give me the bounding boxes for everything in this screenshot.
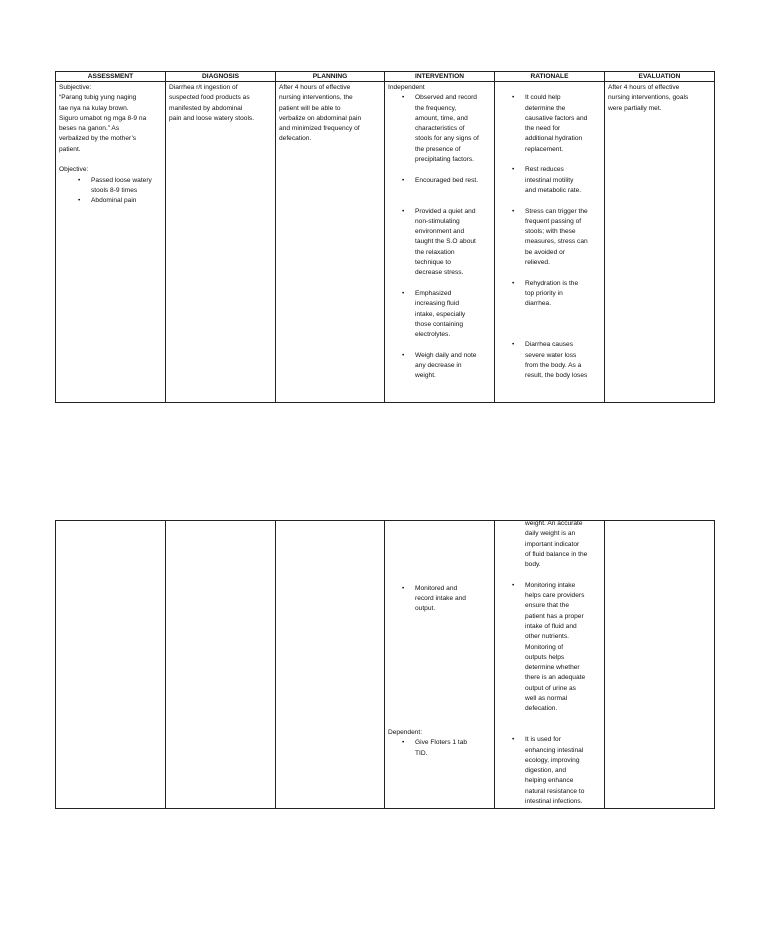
diagnosis-text: Diarrhea r/t ingestion of suspected food products as manifested by abdominal pain and loose watery stools. [169, 84, 255, 122]
rationale-item: • Rest reduces intestinal motility and metabolic rate. [525, 165, 601, 196]
rationale-item: • Monitoring intake helps care providers ensure that the patient has a proper intake of fluid and other nutrients. Monitoring of outputs helps determine whether there is an adequate output of urine as well as normal defecation. [525, 581, 601, 715]
objective-label: Objective: [59, 166, 89, 174]
independent-label: Independent [388, 84, 425, 91]
planning-cell [276, 82, 385, 403]
intervention-list [388, 93, 491, 381]
assessment-cell [56, 521, 166, 809]
intervention-cell [385, 82, 495, 403]
intervention-item: • Give Floters 1 tab TID. [415, 738, 491, 759]
planning-cell [276, 521, 385, 809]
rationale-list [498, 93, 601, 381]
rationale-continuation: weight. An accurate daily weight is an important indicator of fluid balance in the body. [525, 520, 588, 569]
objective-item: • Passed loose watery stools 8-9 times [91, 176, 162, 197]
content-row [56, 82, 715, 403]
rationale-list [498, 581, 601, 808]
objective-list [59, 176, 162, 207]
intervention-item: • Encouraged bed rest. [415, 176, 491, 186]
header-diagnosis: DIAGNOSIS [166, 72, 276, 82]
dependent-label: Dependent: [388, 728, 423, 736]
header-intervention: INTERVENTION [385, 72, 495, 82]
header-assessment: ASSESSMENT [56, 72, 166, 82]
evaluation-cell [605, 82, 715, 403]
intervention-item: • Monitored and record intake and output. [415, 584, 491, 615]
diagnosis-cell [166, 82, 276, 403]
intervention-item: • Provided a quiet and non-stimulating environment and taught the S.O about the relaxation technique to decrease stress. [415, 207, 491, 279]
intervention-list [388, 584, 491, 615]
intervention-item: • Weigh daily and note any decrease in weight. [415, 351, 491, 382]
dependent-list [388, 738, 491, 759]
intervention-item: • Emphasized increasing fluid intake, especially those containing electrolytes. [415, 289, 491, 340]
rationale-cell [495, 82, 605, 403]
content-row [56, 521, 715, 809]
rationale-item: • It is used for enhancing intestinal ecology, improving digestion, and helping enhance natural resistance to intestinal infections. [525, 735, 601, 807]
evaluation-cell [605, 521, 715, 809]
rationale-item: • Diarrhea causes severe water loss from the body. As a result, the body loses [525, 340, 601, 381]
subjective-text: “Parang tubig yung naging tae nya na kulay brown. Siguro umabot ng mga 8-9 na beses na ganon.” As verbalized by the mother’s patient. [59, 94, 147, 153]
intervention-cell [385, 521, 495, 809]
diagnosis-cell [166, 521, 276, 809]
planning-text: After 4 hours of effective nursing interventions, the patient will be able to verbalize on abdominal pain and minimized frequency of defecation. [279, 84, 362, 143]
nursing-care-plan-table [55, 71, 715, 403]
header-planning: PLANNING [276, 72, 385, 82]
header-evaluation: EVALUATION [605, 72, 715, 82]
header-rationale: RATIONALE [495, 72, 605, 82]
rationale-cell [495, 521, 605, 809]
objective-item: • Abdominal pain [91, 196, 162, 206]
nursing-care-plan-table-continued [55, 520, 715, 809]
evaluation-text: After 4 hours of effective nursing interventions, goals were partially met. [608, 84, 689, 112]
assessment-cell [56, 82, 166, 403]
rationale-item: • It could help determine the causative factors and the need for additional hydration replacement. [525, 93, 601, 155]
intervention-item: • Observed and record the frequency, amount, time, and characteristics of stools for any signs of the presence of precipitating factors. [415, 93, 491, 165]
rationale-item: • Stress can trigger the frequent passing of stools; with these measures, stress can be avoided or relieved. [525, 207, 601, 269]
subjective-label: Subjective: [59, 84, 92, 91]
rationale-item: • Rehydration is the top priority in diarrhea. [525, 279, 601, 310]
header-row [56, 72, 715, 82]
